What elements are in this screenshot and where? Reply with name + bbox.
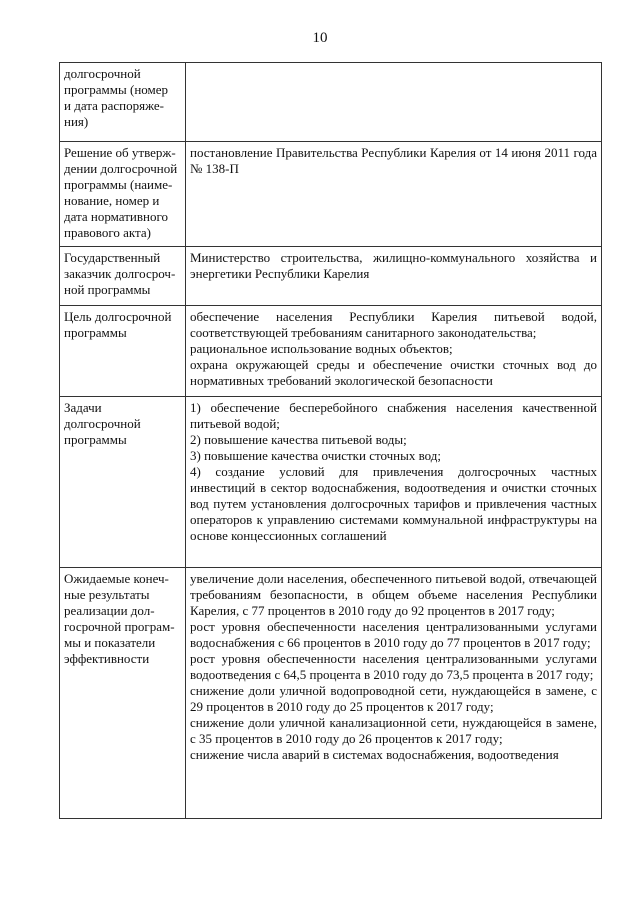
label-line: и дата распоряже- — [64, 98, 165, 113]
label-line: Решение об утверж- — [64, 145, 176, 160]
label-line: госрочной програм- — [64, 619, 175, 634]
label-line: ной программы — [64, 282, 151, 297]
paragraph: рост уровня обеспеченности населения централизованными услугами водоотведения с 64,5 процента в 2010 году до 73,5 процента в 2017 году; — [190, 651, 597, 682]
label-line: Государственный — [64, 250, 161, 265]
label-line: Цель долгосрочной — [64, 309, 172, 324]
paragraph: 2) повышение качества питьевой воды; — [190, 432, 407, 447]
table-row — [60, 63, 602, 142]
paragraph: 3) повышение качества очистки сточных вод; — [190, 448, 442, 463]
table-row — [60, 306, 602, 397]
label-line: нование, номер и — [64, 193, 160, 208]
row-label — [60, 63, 186, 142]
label-line: Ожидаемые конеч- — [64, 571, 169, 586]
row-label — [60, 142, 186, 247]
label-line: долгосрочной — [64, 66, 141, 81]
row-value — [186, 306, 602, 397]
paragraph: снижение доли уличной канализационной сети, нуждающейся в замене, с 35 процентов в 2010 году до 26 процентов к 2017 году; — [190, 715, 597, 746]
label-line: программы (номер — [64, 82, 169, 97]
paragraph: увеличение доли населения, обеспеченного питьевой водой, отвечающей требованиям безопасности, в общем объеме населения Республики Карелия, с 77 процентов в 2010 году до 92 процентов в 2017 году; — [190, 571, 597, 618]
label-line: ные результаты — [64, 587, 150, 602]
paragraph: охрана окружающей среды и обеспечение очистки сточных вод до нормативных требований экологической безопасности — [190, 357, 597, 388]
label-line: эффективности — [64, 651, 150, 666]
row-value — [186, 247, 602, 306]
paragraph: снижение доли уличной водопроводной сети, нуждающейся в замене, с 29 процентов в 2010 году до 25 процентов к 2017 году; — [190, 683, 597, 714]
row-label — [60, 397, 186, 568]
label-line: ния) — [64, 114, 89, 129]
row-value — [186, 142, 602, 247]
label-line: долгосрочной — [64, 416, 141, 431]
label-line: мы и показатели — [64, 635, 156, 650]
label-line: программы — [64, 432, 127, 447]
row-label — [60, 247, 186, 306]
label-line: заказчик долгосроч- — [64, 266, 176, 281]
paragraph: рациональное использование водных объектов; — [190, 341, 453, 356]
label-line: Задачи — [64, 400, 102, 415]
row-value — [186, 63, 602, 142]
label-line: реализации дол- — [64, 603, 155, 618]
paragraph: обеспечение населения Республики Карелия питьевой водой, соответствующей требованиям санитарного законодательства; — [190, 309, 597, 340]
table-row — [60, 397, 602, 568]
table-row — [60, 142, 602, 247]
table-row — [60, 568, 602, 819]
table-row — [60, 247, 602, 306]
passport-table — [59, 62, 602, 819]
row-label — [60, 568, 186, 819]
label-line: правового акта) — [64, 225, 151, 240]
row-label — [60, 306, 186, 397]
paragraph: Министерство строительства, жилищно-коммунального хозяйства и энергетики Республики Карелия — [190, 250, 597, 281]
paragraph: 4) создание условий для привлечения долгосрочных частных инвестиций в сектор водоснабжения, водоотведения и очистки сточных вод путем установления долгосрочных тарифов и привлечения частных операторов к управлению системами коммунальной инфраструктуры на основе концессионных соглашений — [190, 464, 597, 543]
page-number: 10 — [312, 30, 328, 46]
label-line: программы — [64, 325, 127, 340]
label-line: дата нормативного — [64, 209, 168, 224]
row-value — [186, 568, 602, 819]
label-line: дении долгосрочной — [64, 161, 178, 176]
paragraph: 1) обеспечение бесперебойного снабжения населения качественной питьевой водой; — [190, 400, 597, 431]
row-value — [186, 397, 602, 568]
paragraph: рост уровня обеспеченности населения централизованными услугами водоснабжения с 66 процентов в 2010 году до 77 процентов в 2017 году; — [190, 619, 597, 650]
paragraph: постановление Правительства Республики Карелия от 14 июня 2011 года № 138-П — [190, 145, 597, 176]
paragraph: снижение числа аварий в системах водоснабжения, водоотведения — [190, 747, 559, 762]
label-line: программы (наиме- — [64, 177, 173, 192]
